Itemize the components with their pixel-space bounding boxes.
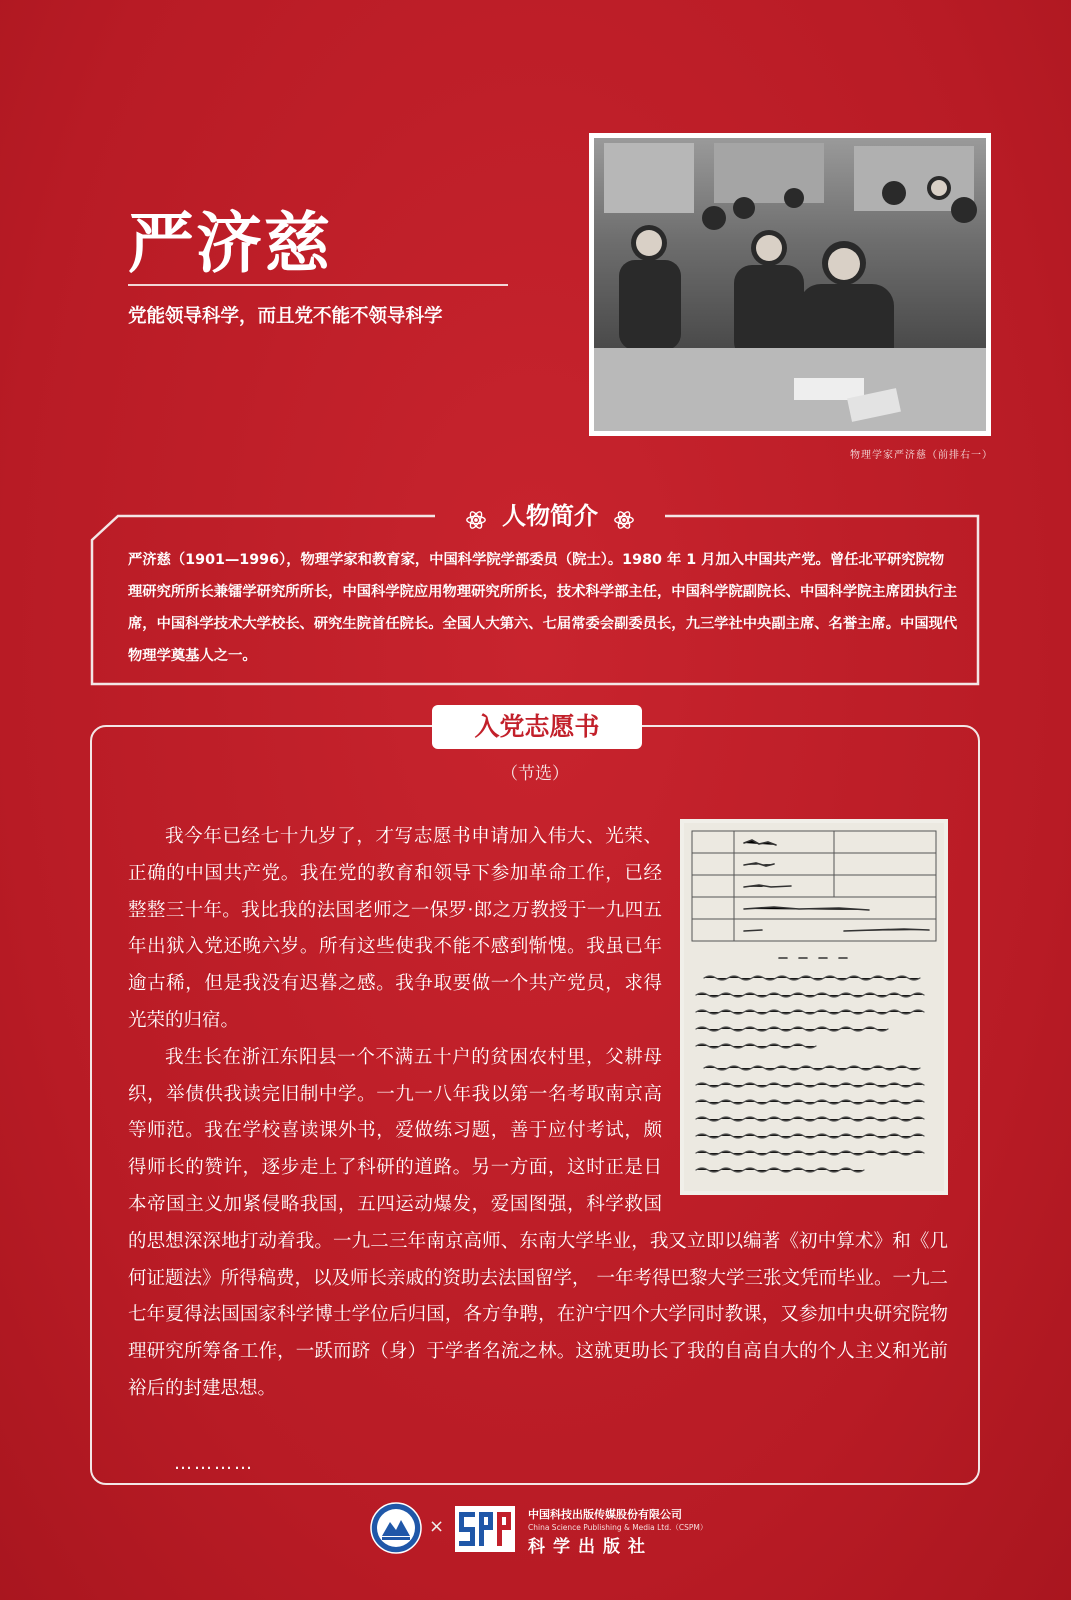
footer	[0, 1502, 1071, 1562]
atom-icon	[613, 509, 635, 531]
times-symbol: ×	[429, 1516, 445, 1537]
publisher-name-en: China Science Publishing & Media Ltd.（CSPM）	[528, 1523, 708, 1532]
document-scan	[684, 823, 944, 1191]
application-section	[90, 712, 980, 1485]
application-label: 入党志愿书	[432, 705, 642, 749]
page-subtitle: 党能领导科学，而且党不能不领导科学	[128, 306, 443, 327]
publisher-name-cn: 中国科技出版传媒股份有限公司	[528, 1508, 682, 1521]
cspm-logo	[455, 1506, 515, 1552]
page-title: 严济慈	[128, 204, 332, 282]
photo-image	[594, 138, 986, 431]
application-paragraph: 我今年已经七十九岁了，才写志愿书申请加入伟大、光荣、正确的中国共产党。我在党的教育和领导下参加革命工作，已经整整三十年。我比我的法国老师之一保罗·郎之万教授于一九四五年出狱入党还晚六岁。所有这些使我不能不感到惭愧。我虽已年逾古稀，但是我没有迟暮之感。我争取要做一个共产党员，求得光荣的归宿。	[128, 826, 662, 1031]
photo-caption: 物理学家严济慈（前排右一）	[850, 450, 993, 461]
bio-heading-text: 人物简介	[502, 501, 598, 530]
atom-icon	[465, 509, 487, 531]
institution-logo	[370, 1502, 422, 1554]
historical-photo	[589, 133, 991, 436]
bio-section	[90, 501, 980, 686]
ellipsis: …………	[174, 1453, 254, 1474]
publisher-signature: 科学出版社	[528, 1537, 653, 1557]
title-divider	[128, 284, 508, 286]
bio-heading	[435, 496, 665, 532]
application-text	[128, 819, 948, 1408]
application-paragraph: 我生长在浙江东阳县一个不满五十户的贫困农村里，父耕母织，举债供我读完旧制中学。一九一八年我以第一名考取南京高等师范。我在学校喜读课外书，爱做练习题，善于应付考试，颇得师长的赞许，逐步走上了科研的道路。另一方面，这时正是日本帝国主义加紧侵略我国，五四运动爆发，爱国图强，科学救国的思想深深地打动着我。一九二三年南京高师、东南大学毕业，我又立即以编著《初中算术》和《几何证题法》所得稿费，以及师长亲戚的资助去法国留学， 一年考得巴黎大学三张文凭而毕业。一九二七年夏得法国国家科学博士学位后归国，各方争聘，在沪宁四个大学同时教课，又参加中央研究院物理研究所筹备工作，一跃而跻（身）于学者名流之林。这就更助长了我的自高自大的个人主义和光前裕后的封建思想。	[128, 1046, 948, 1399]
application-subtitle: （节选）	[501, 764, 569, 784]
application-document-image	[680, 819, 948, 1195]
bio-text: 严济慈（1901—1996），物理学家和教育家，中国科学院学部委员（院士）。1980 年 1 月加入中国共产党。曾任北平研究院物理研究所所长兼镭学研究所所长，中国科学院应用物理研究所所长，技术科学部主任，中国科学院副院长、中国科学院主席团执行主席，中国科学技术大学校长、研究生院首任院长。全国人大第六、七届常委会副委员长，九三学社中央副主席、名誉主席。中国现代物理学奠基人之一。	[128, 552, 958, 664]
